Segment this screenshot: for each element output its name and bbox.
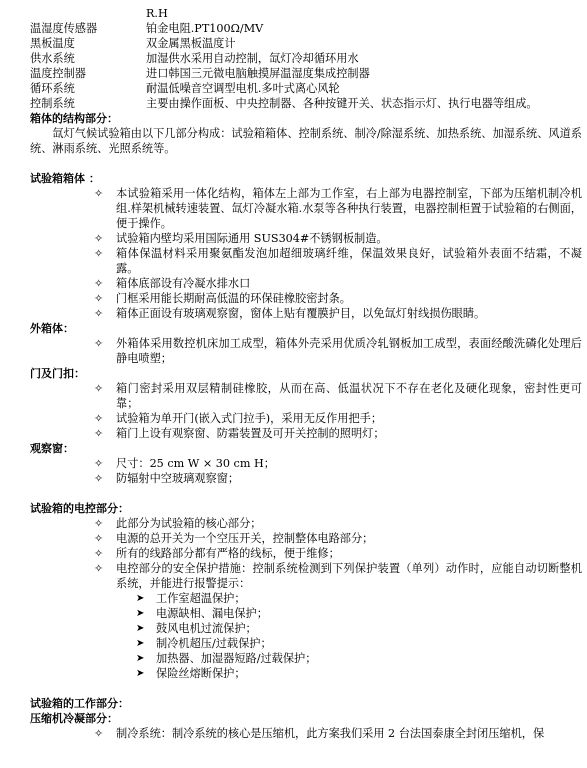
- window-heading: 观察窗：: [30, 442, 74, 455]
- list-item: ✧ 电源的总开关为一个空压开关，控制整体电路部分；: [92, 531, 582, 546]
- box-body-list: [30, 186, 582, 321]
- spec-key: 温度控制器: [30, 67, 86, 80]
- unit-line: R.H: [146, 7, 168, 20]
- spec-key: 供水系统: [30, 52, 75, 65]
- list-item: ✧ 外箱体采用数控机床加工成型，箱体外壳采用优质冷轧钢板加工成型，表面经酸洗磷化处理后静电喷塑；: [92, 336, 582, 366]
- list-item: ✧ 箱体底部设有冷凝水排水口: [92, 276, 582, 291]
- list-item: ✧ 试验箱内壁均采用国际通用 SUS304#不锈钢板制造。: [92, 231, 582, 246]
- protection-item: ➤ 鼓风电机过流保护；: [136, 621, 582, 636]
- protection-item: ➤ 保险丝熔断保护；: [136, 666, 582, 681]
- spec-row: [30, 96, 582, 111]
- outer-box-heading: 外箱体：: [30, 322, 74, 335]
- spec-row: [30, 36, 582, 51]
- box-body-heading: 试验箱箱体 ：: [30, 172, 100, 185]
- spec-row: [30, 66, 582, 81]
- spec-row: [30, 21, 582, 36]
- list-item: [92, 561, 582, 681]
- list-item: ✧ 箱门密封采用双层精制硅橡胶，从而在高、低温状况下不存在老化及硬化现象，密封性更可靠；: [92, 381, 582, 411]
- list-item: ✧ 箱体正面设有玻璃观察窗，窗体上贴有覆膜护目，以免氙灯射线损伤眼睛。: [92, 306, 582, 321]
- spec-key: 控制系统: [30, 97, 75, 110]
- list-item: ✧ 箱门上设有观察窗、防霜装置及可开关控制的照明灯；: [92, 426, 582, 441]
- spec-value: 耐温低噪音空调型电机.多叶式离心风轮: [146, 82, 340, 95]
- list-item-text: 电控部分的安全保护措施：控制系统检测到下列保护装置（单列）动作时，应能自动切断整机系统，并能进行报警提示：: [116, 562, 582, 590]
- protection-item: ➤ 工作室超温保护；: [136, 591, 582, 606]
- spec-value: 加湿供水采用自动控制，氙灯冷却循环用水: [146, 52, 359, 65]
- compressor-heading: 压缩机冷凝部分：: [30, 712, 118, 725]
- spec-value: 铂金电阻.PT100Ω/MV: [146, 22, 264, 35]
- list-item: ✧ 制冷系统：制冷系统的核心是压缩机，此方案我们采用 2 台法国泰康全封闭压缩机，保: [92, 726, 582, 741]
- spec-value: 主要由操作面板、中央控制器、各种按键开关、状态指示灯、执行电器等组成。: [146, 97, 538, 110]
- door-heading: 门及门扣：: [30, 367, 85, 380]
- list-item: ✧ 此部分为试验箱的核心部分；: [92, 516, 582, 531]
- list-item: ✧ 本试验箱采用一体化结构，箱体左上部为工作室，右上部为电器控制室，下部为压缩机制冷机组.样架机械转速装置、氙灯冷凝水箱.水泵等各种执行装置，电器控制柜置于试验箱的右侧面，便于操作。: [92, 186, 582, 231]
- spec-value: 进口韩国三元微电脑触摸屏温湿度集成控制器: [146, 67, 370, 80]
- list-item: ✧ 箱体保温材料采用聚氨酯发泡加超细玻璃纤维，保温效果良好，试验箱外表面不结霜，不凝露。: [92, 246, 582, 276]
- protection-item: ➤ 制冷机超压/过载保护；: [136, 636, 582, 651]
- spec-row: [30, 51, 582, 66]
- structure-paragraph: 氙灯气候试验箱由以下几部分构成：试验箱箱体、控制系统、制冷/除湿系统、加热系统、加湿系统、风道系统、淋雨系统、光照系统等。: [30, 127, 582, 155]
- electric-list: [30, 516, 582, 681]
- list-item: ✧ 试验箱为单开门(嵌入式门拉手)，采用无反作用把手；: [92, 411, 582, 426]
- list-item: ✧ 门框采用能长期耐高低温的环保硅橡胶密封条。: [92, 291, 582, 306]
- protection-item: ➤ 加热器、加湿器短路/过载保护；: [136, 651, 582, 666]
- spec-row: [30, 81, 582, 96]
- spec-key: 黑板温度: [30, 37, 75, 50]
- electric-heading: 试验箱的电控部分：: [30, 502, 129, 515]
- protection-item: ➤ 电源缺相、漏电保护；: [136, 606, 582, 621]
- list-item: ✧ 所有的线路部分都有严格的线标，便于维修；: [92, 546, 582, 561]
- compressor-list: [30, 726, 582, 741]
- spec-key: 温湿度传感器: [30, 22, 98, 35]
- protection-list: [116, 591, 582, 681]
- door-list: [30, 381, 582, 441]
- outer-box-list: [30, 336, 582, 366]
- document-page: [30, 6, 582, 741]
- window-list: [30, 456, 582, 486]
- list-item: ✧ 尺寸：25 cm W × 30 cm H；: [92, 456, 582, 471]
- work-heading: 试验箱的工作部分：: [30, 697, 129, 710]
- list-item: ✧ 防辐射中空玻璃观察窗；: [92, 471, 582, 486]
- structure-heading: 箱体的结构部分：: [30, 112, 118, 125]
- spec-key: 循环系统: [30, 82, 75, 95]
- spec-table: [30, 21, 582, 111]
- spec-value: 双金属黑板温度计: [146, 37, 236, 50]
